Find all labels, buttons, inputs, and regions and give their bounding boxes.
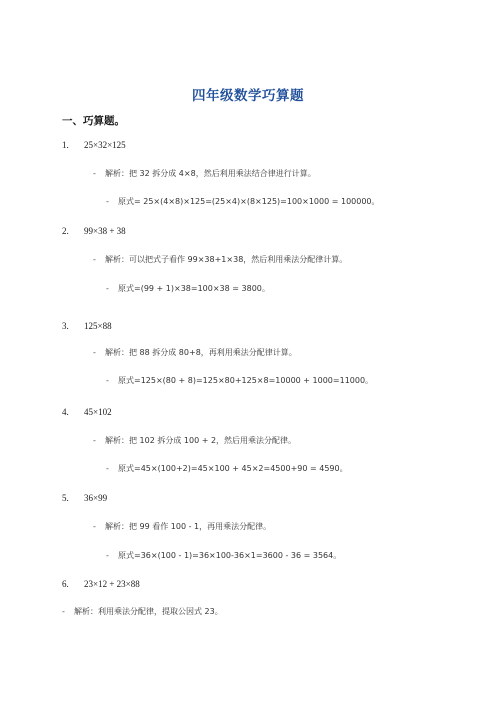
problem-expression: 45×102 [84,407,112,417]
bullet-dash: - [106,464,109,473]
problem-solution [106,196,380,208]
analysis-text: 解析：把 99 看作 100 - 1，再用乘法分配律。 [105,522,272,531]
solution-text: 原式=125×(80 + 8)=125×80+125×8=10000 + 1000=11000。 [118,376,374,385]
problem-analysis [93,347,297,359]
problem-analysis [62,606,223,618]
problem-solution [106,283,270,295]
analysis-text: 解析：可以把式子看作 99×38+1×38，然后利用乘法分配律计算。 [105,255,348,264]
problem-number: 5. [62,493,69,503]
analysis-text: 解析：把 102 拆分成 100 + 2，然后用乘法分配律。 [105,436,297,445]
problem-analysis [93,435,296,447]
bullet-dash: - [106,376,109,385]
bullet-dash: - [106,197,109,206]
analysis-text: 解析：把 32 拆分成 4×8，然后利用乘法结合律进行计算。 [105,169,316,178]
problem-expression: 99×38 + 38 [84,226,126,236]
problem-number: 1. [62,140,69,150]
problem-expression: 25×32×125 [84,140,126,150]
problem-number: 3. [62,321,69,331]
solution-text: 原式= 25×(4×8)×125=(25×4)×(8×125)=100×1000 = 100000。 [118,197,380,206]
bullet-dash: - [93,169,96,178]
bullet-dash: - [93,522,96,531]
problem-question [62,320,112,332]
problem-analysis [93,521,271,533]
bullet-dash: - [62,607,65,616]
problem-question [62,139,126,151]
problem-question [62,578,140,590]
bullet-dash: - [106,551,109,560]
problem-solution [106,550,341,562]
bullet-dash: - [93,255,96,264]
solution-text: 原式=(99 + 1)×38=100×38 = 3800。 [118,284,270,293]
analysis-text: 解析：利用乘法分配律，提取公因式 23。 [74,607,223,616]
page-title: 四年级数学巧算题 [192,88,304,104]
problem-question [62,492,107,504]
problem-analysis [93,168,316,180]
solution-text: 原式=36×(100 - 1)=36×100-36×1=3600 - 36 = 3564。 [118,551,342,560]
problem-solution [106,375,373,387]
problem-number: 4. [62,407,69,417]
problem-expression: 125×88 [84,321,112,331]
solution-text: 原式=45×(100+2)=45×100 + 45×2=4500+90 = 4590。 [118,464,348,473]
analysis-text: 解析：把 88 拆分成 80+8，再利用乘法分配律计算。 [105,348,297,357]
bullet-dash: - [106,284,109,293]
problem-question [62,406,112,418]
problem-number: 6. [62,579,69,589]
section-heading: 一、巧算题。 [62,115,125,127]
problem-number: 2. [62,226,69,236]
problem-expression: 36×99 [84,493,108,503]
bullet-dash: - [93,348,96,357]
problem-analysis [93,254,347,266]
bullet-dash: - [93,436,96,445]
problem-question [62,225,126,237]
problem-solution [106,463,348,475]
problem-expression: 23×12 + 23×88 [84,579,140,589]
